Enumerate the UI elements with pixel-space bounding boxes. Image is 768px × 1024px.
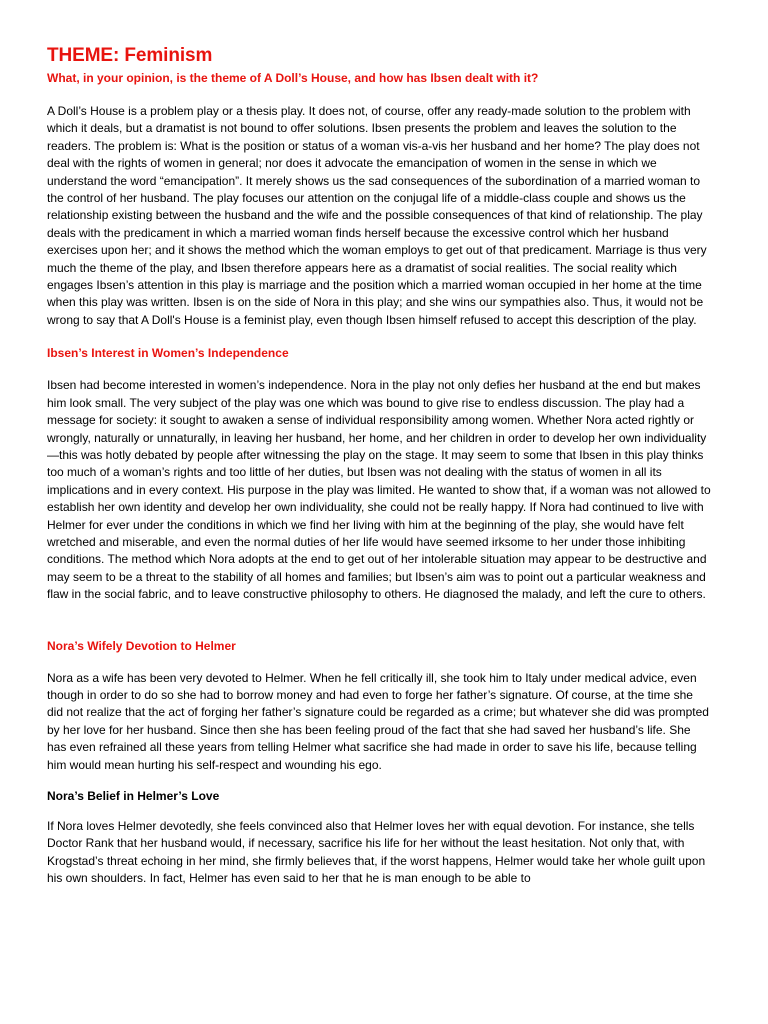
section-heading-belief: Nora’s Belief in Helmer’s Love <box>47 789 220 803</box>
document-page <box>47 44 711 888</box>
paragraph-theme: A Doll’s House is a problem play or a thesis play. It does not, of course, offer any ready-made solution to the problem with which it deals, but a dramatist is not bound to offer solutions. Ibsen presents the problem and leaves the solution to the readers. The problem is: What is the position or status of a woman vis-a-vis her husband and her home? The play does not deal with the rights of women in general; nor does it advocate the emancipation of women in the sense in which we understand the word “emancipation”. It merely shows us the sad consequences of the subordination of a married woman to the control of her husband. The play focuses our attention on the conjugal life of a middle-class couple and shows us the relationship existing between the husband and the wife and the possible consequences of that kind of relationship. The play deals with the predicament in which a married woman finds herself because the excessive control which her husband exercises upon her; and it shows the method which the woman employs to get out of that predicament. Marriage is thus very much the theme of the play, and Ibsen therefore appears here as a dramatist of social realities. The social reality which engages Ibsen’s attention in this play is marriage and the position which a married woman occupied in her home at the time when this play was written. Ibsen is on the side of Nora in this play; and she wins our sympathies also. Thus, it would not be wrong to say that A Doll's House is a feminist play, even though Ibsen himself refused to accept this description of the play. <box>47 104 707 327</box>
essay-question: What, in your opinion, is the theme of A Doll’s House, and how has Ibsen dealt with it? <box>47 71 539 85</box>
section-heading-devotion: Nora’s Wifely Devotion to Helmer <box>47 638 236 653</box>
paragraph-belief: If Nora loves Helmer devotedly, she feels convinced also that Helmer loves her with equal devotion. For instance, she tells Doctor Rank that her husband would, if necessary, sacrifice his life for her without the least hesitation. Not only that, with Krogstad’s threat echoing in her mind, she firmly believes that, if the worst happens, Helmer would take her whole guilt upon his own shoulders. In fact, Helmer has even said to her that he is man enough to be able to <box>47 819 706 886</box>
document-title: THEME: Feminism <box>47 45 213 66</box>
section-heading-independence: Ibsen’s Interest in Women’s Independence <box>47 346 289 361</box>
paragraph-devotion: Nora as a wife has been very devoted to Helmer. When he fell critically ill, she took him to Italy under medical advice, even though in order to do so she had to borrow money and had even to forge her father’s signature. Of course, at the time she did not realize that the act of forging her father’s signature could be regarded as a crime; but whatever she did was prompted by her love for her husband. Since then she has been feeling proud of the fact that she had saved her husband’s life. She has even refrained all these years from telling Helmer what sacrifice she had made in order to save his life, because telling him would mean hurting his self-respect and wounding his ego. <box>47 670 709 772</box>
paragraph-independence: Ibsen had become interested in women’s independence. Nora in the play not only defies her husband at the end but makes him look small. The very subject of the play was one which was bound to give rise to endless discussion. The play had a message for society: it sought to awaken a sense of individual responsibility among women. Whether Nora acted rightly or wrongly, naturally or unnaturally, in leaving her husband, her home, and her children in order to develop her own individuality—this was hotly debated by people after witnessing the play on the stage. It may seem to some that Ibsen in this play thinks too much of a woman’s rights and too little of her duties, but Ibsen was not dealing with the status of women in all its implications and in every context. His purpose in the play was limited. He wanted to show that, if a woman was not allowed to establish her own identity and develop her own individuality, she could not be really happy. If Nora had continued to live with Helmer for ever under the conditions in which we find her living with him at the beginning of the play, she would have felt wretched and miserable, and even the normal duties of her life would have seemed irksome to her under those inhibiting conditions. The method which Nora adopts at the end to get out of her intolerable situation may appear to be destructive and may seem to be a threat to the stability of all homes and families; but Ibsen’s aim was to point out a particular weakness and flaw in the social fabric, and to leave constructive philosophy to others. He diagnosed the malady, and left the cure to others. <box>47 378 711 602</box>
